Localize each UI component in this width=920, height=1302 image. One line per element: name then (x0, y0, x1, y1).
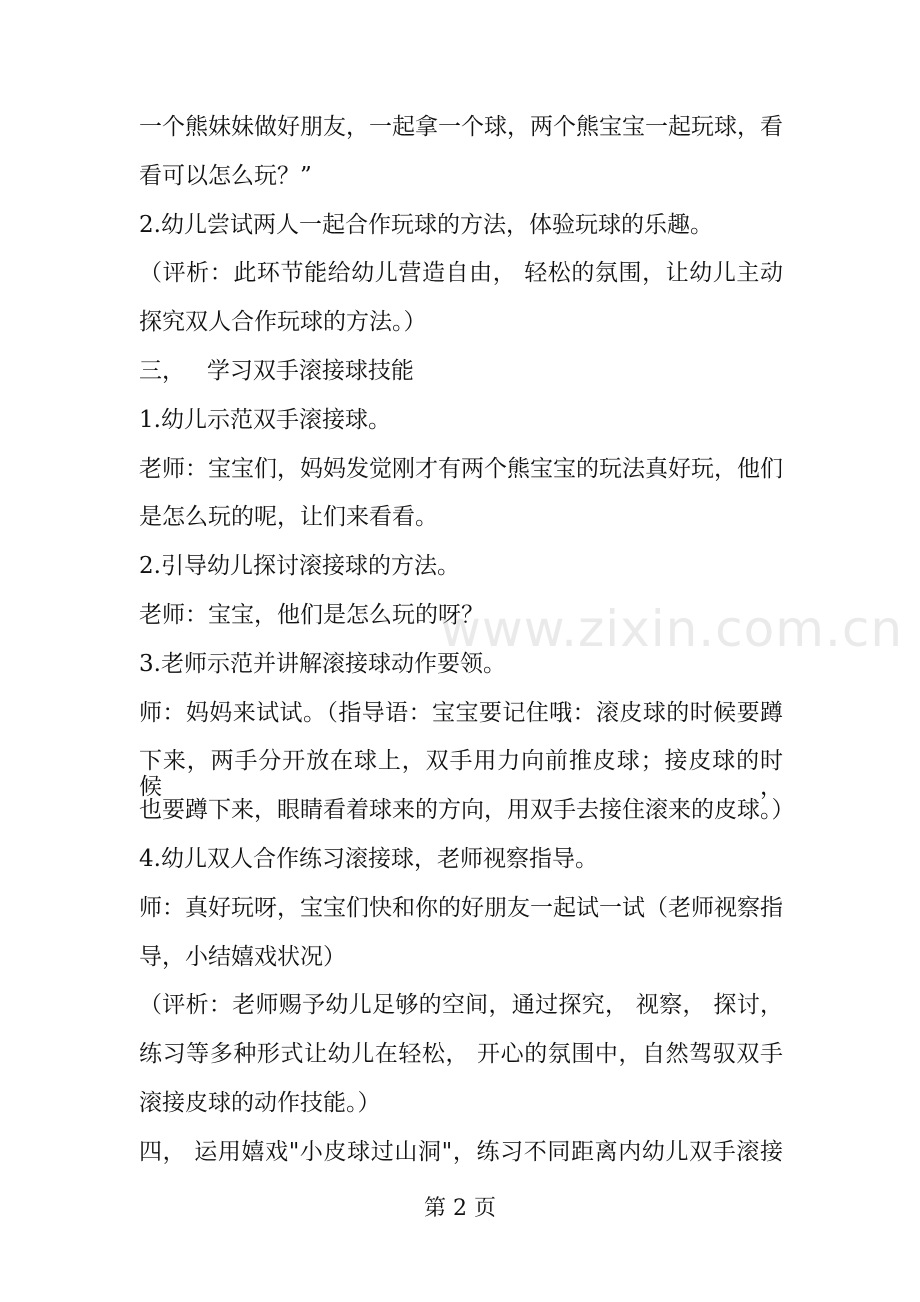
text-line: 导，小结嬉戏状况） (139, 943, 346, 970)
text-line: 是怎么玩的呢，让们来看看。 (139, 504, 438, 531)
section-heading: 四， 运用嬉戏"小皮球过山洞"，练习不同距离内幼儿双手滚接 (139, 1138, 783, 1165)
text-line: （评析：老师赐予幼儿足够的空间，通过探究， 视察， 探讨， (139, 992, 783, 1019)
section-heading: 三， 学习双手滚接球技能 (139, 357, 414, 384)
text-line: 也要蹲下来，眼睛看着球来的方向，用双手去接住滚来的皮球。） (139, 797, 795, 824)
text-line: 3.老师示范并讲解滚接球动作要领。 (139, 650, 506, 677)
text-line: （评析：此环节能给幼儿营造自由， 轻松的氛围，让幼儿主动 (139, 260, 783, 287)
text-line: 1.幼儿示范双手滚接球。 (139, 406, 391, 433)
text-line: 练习等多种形式让幼儿在轻松， 开心的氛围中，自然驾驭双手 (139, 1041, 783, 1068)
text-line: 看可以怎么玩？” (139, 162, 312, 189)
text-line: 下来，两手分开放在球上，双手用力向前推皮球；接皮球的时候， (139, 748, 783, 801)
page-number: 第 2 页 (424, 1196, 496, 1221)
text-line: 2.幼儿尝试两人一起合作玩球的方法，体验玩球的乐趣。 (139, 211, 713, 238)
text-line: 师：真好玩呀，宝宝们快和你的好朋友一起试一试（老师视察指 (139, 894, 783, 921)
text-line: 一个熊妹妹做好朋友，一起拿一个球，两个熊宝宝一起玩球，看 (139, 114, 783, 140)
text-line: 师：妈妈来试试。（指导语：宝宝要记住哦：滚皮球的时候要蹲 (139, 699, 783, 726)
text-line: 老师：宝宝们，妈妈发觉刚才有两个熊宝宝的玩法真好玩，他们 (139, 455, 783, 482)
watermark: www.zixin.com.cn (440, 600, 904, 658)
text-line: 4.幼儿双人合作练习滚接球，老师视察指导。 (139, 845, 598, 872)
text-line: 探究双人合作玩球的方法。） (139, 309, 427, 336)
text-line: 老师：宝宝，他们是怎么玩的呀？ (139, 601, 484, 628)
text-line: 滚接皮球的动作技能。） (139, 1089, 381, 1116)
text-line: 2.引导幼儿探讨滚接球的方法。 (139, 553, 460, 580)
